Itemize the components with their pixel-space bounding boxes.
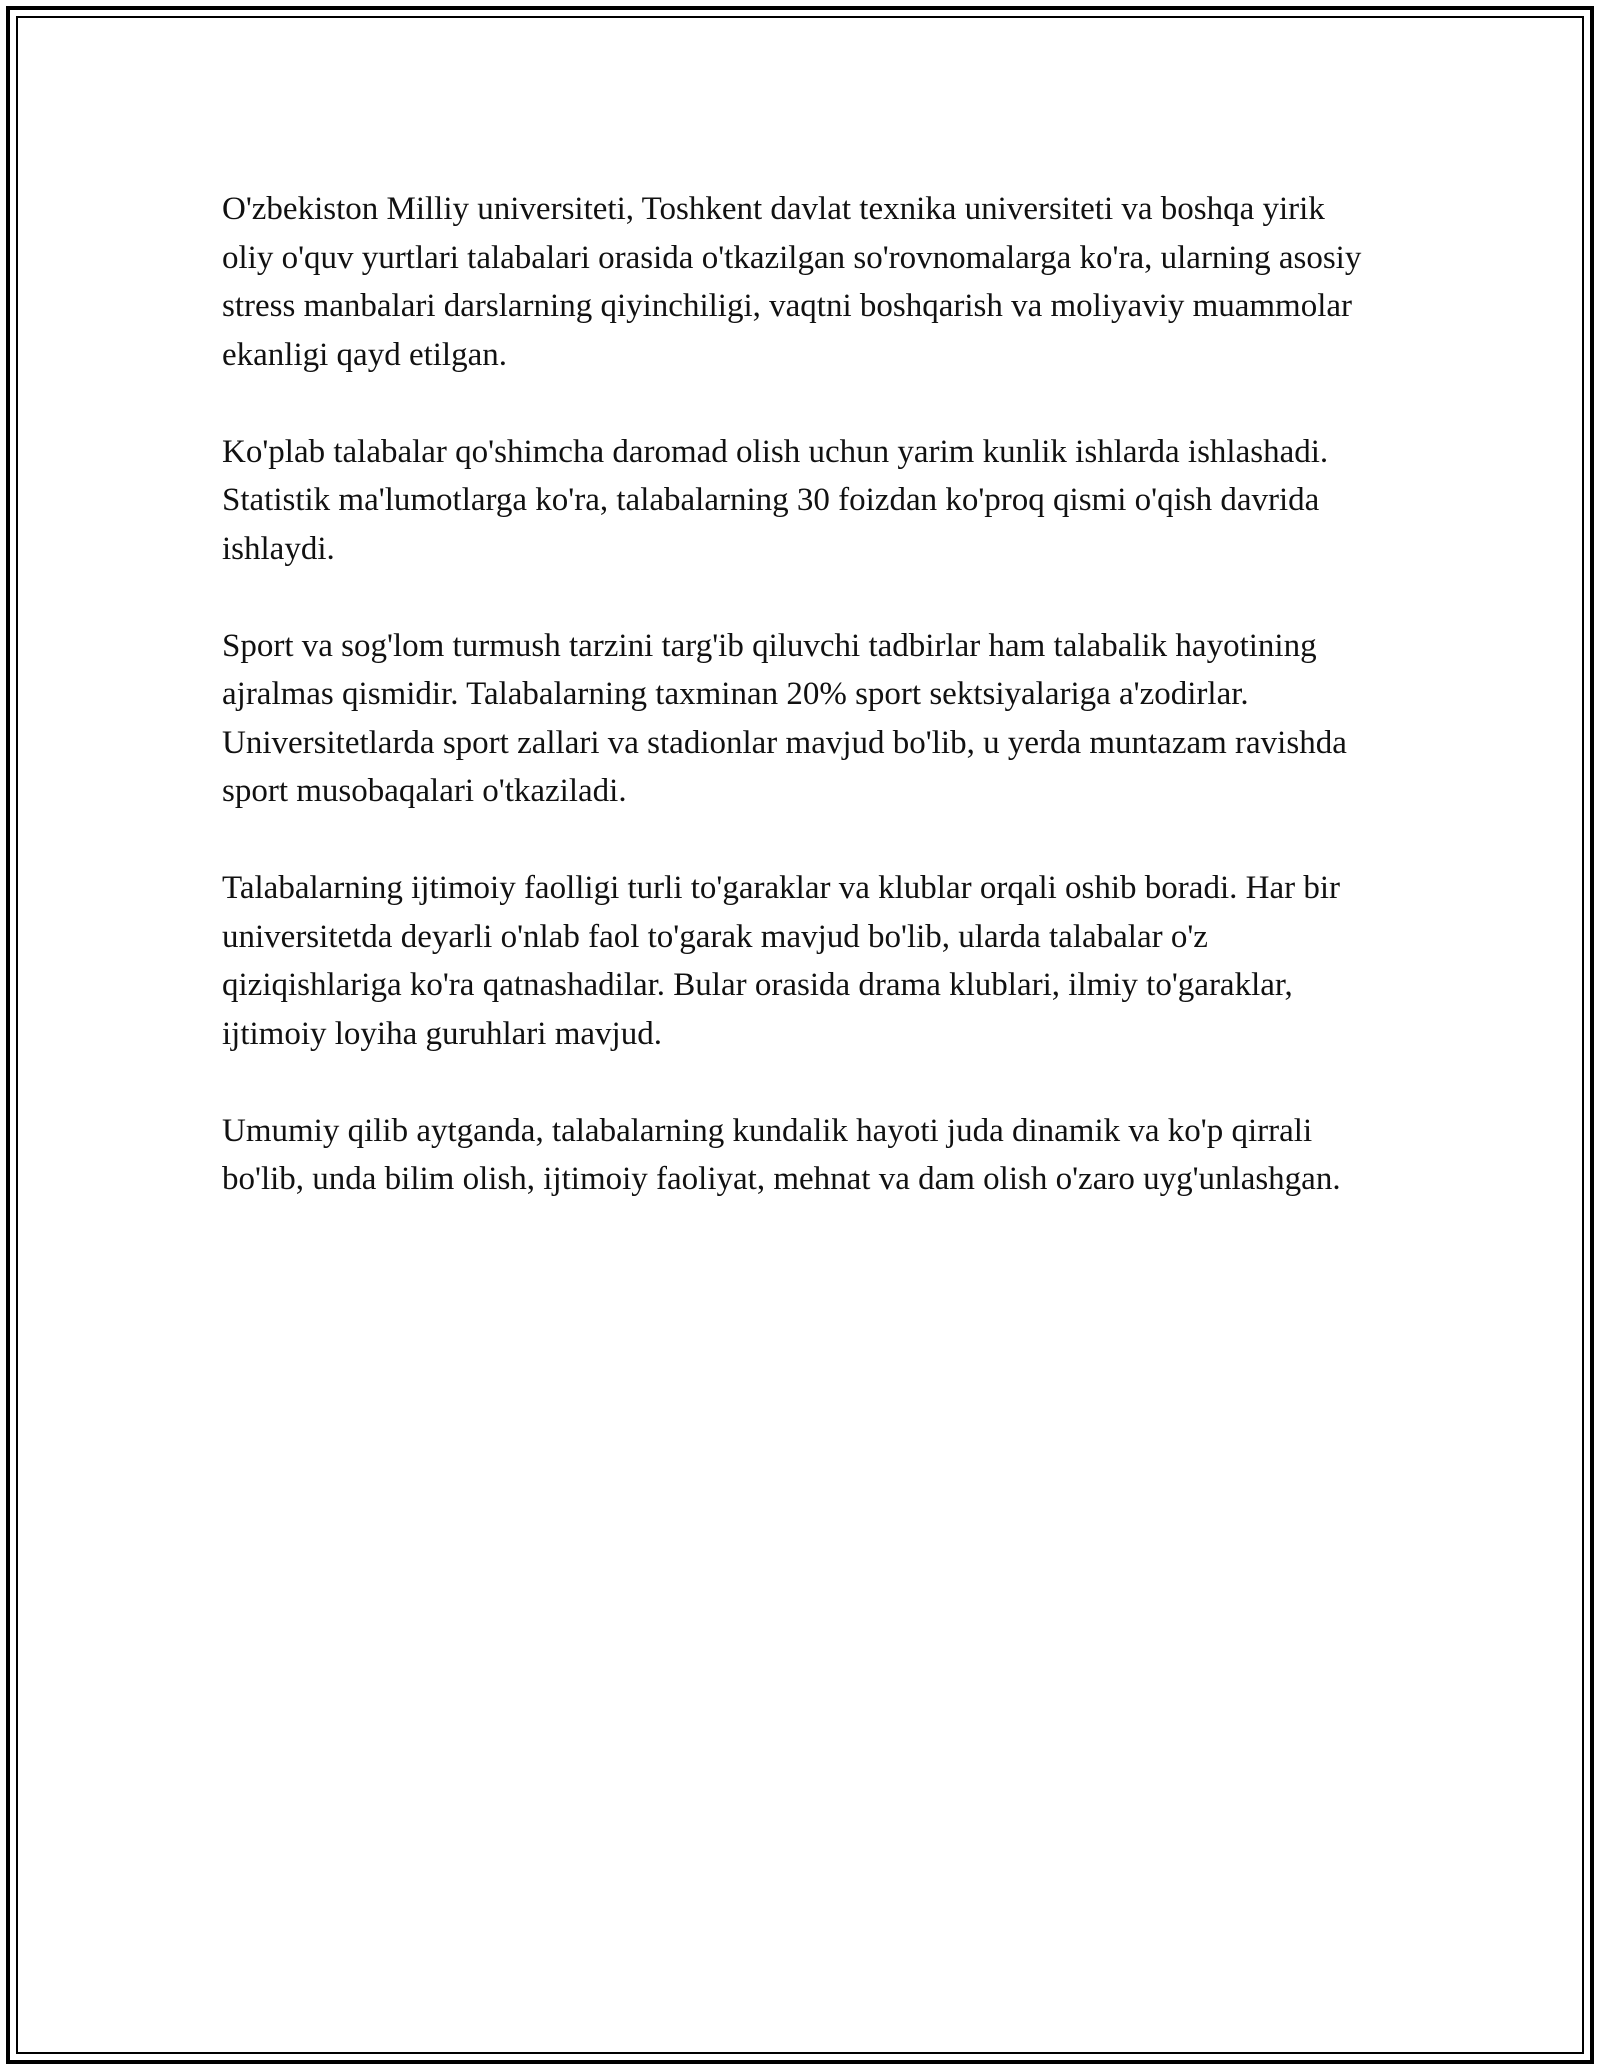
paragraph-part-time-work: Ko'plab talabalar qo'shimcha daromad olish uchun yarim kunlik ishlarda ishlashadi. Statistik ma'lumotlarga ko'ra, talabalarning 30 foizdan ko'proq qismi o'qish davrida ishlaydi.: [222, 433, 1329, 567]
paragraph-sport: Sport va sog'lom turmush tarzini targ'ib qiluvchi tadbirlar ham talabalik hayotining ajralmas qismidir. Talabalarning taxminan 20% sport sektsiyalariga a'zodirlar. Universitetlarda sport zallari va stadionlar mavjud bo'lib, u yerda muntazam ravishda sport musobaqalari o'tkaziladi.: [222, 627, 1347, 809]
paragraph-conclusion: Umumiy qilib aytganda, talabalarning kundalik hayoti juda dinamik va ko'p qirrali bo'lib, unda bilim olish, ijtimoiy faoliyat, mehnat va dam olish o'zaro uyg'unlashgan.: [222, 1112, 1341, 1197]
document-body: [222, 185, 1372, 1252]
paragraph-social-activity: Talabalarning ijtimoiy faolligi turli to'garaklar va klublar orqali oshib boradi. Har bir universitetda deyarli o'nlab faol to'garak mavjud bo'lib, ularda talabalar o'z qiziqishlariga ko'ra qatnashadilar. Bular orasida drama klublari, ilmiy to'garaklar, ijtimoiy loyiha guruhlari mavjud.: [222, 870, 1340, 1052]
paragraph-survey-stress: O'zbekiston Milliy universiteti, Toshkent davlat texnika universiteti va boshqa yirik oliy o'quv yurtlari talabalari orasida o'tkazilgan so'rovnomalarga ko'ra, ularning asosiy stress manbalari darslarning qiyinchiligi, vaqtni boshqarish va moliyaviy muammolar ekanligi qayd etilgan.: [222, 191, 1362, 373]
